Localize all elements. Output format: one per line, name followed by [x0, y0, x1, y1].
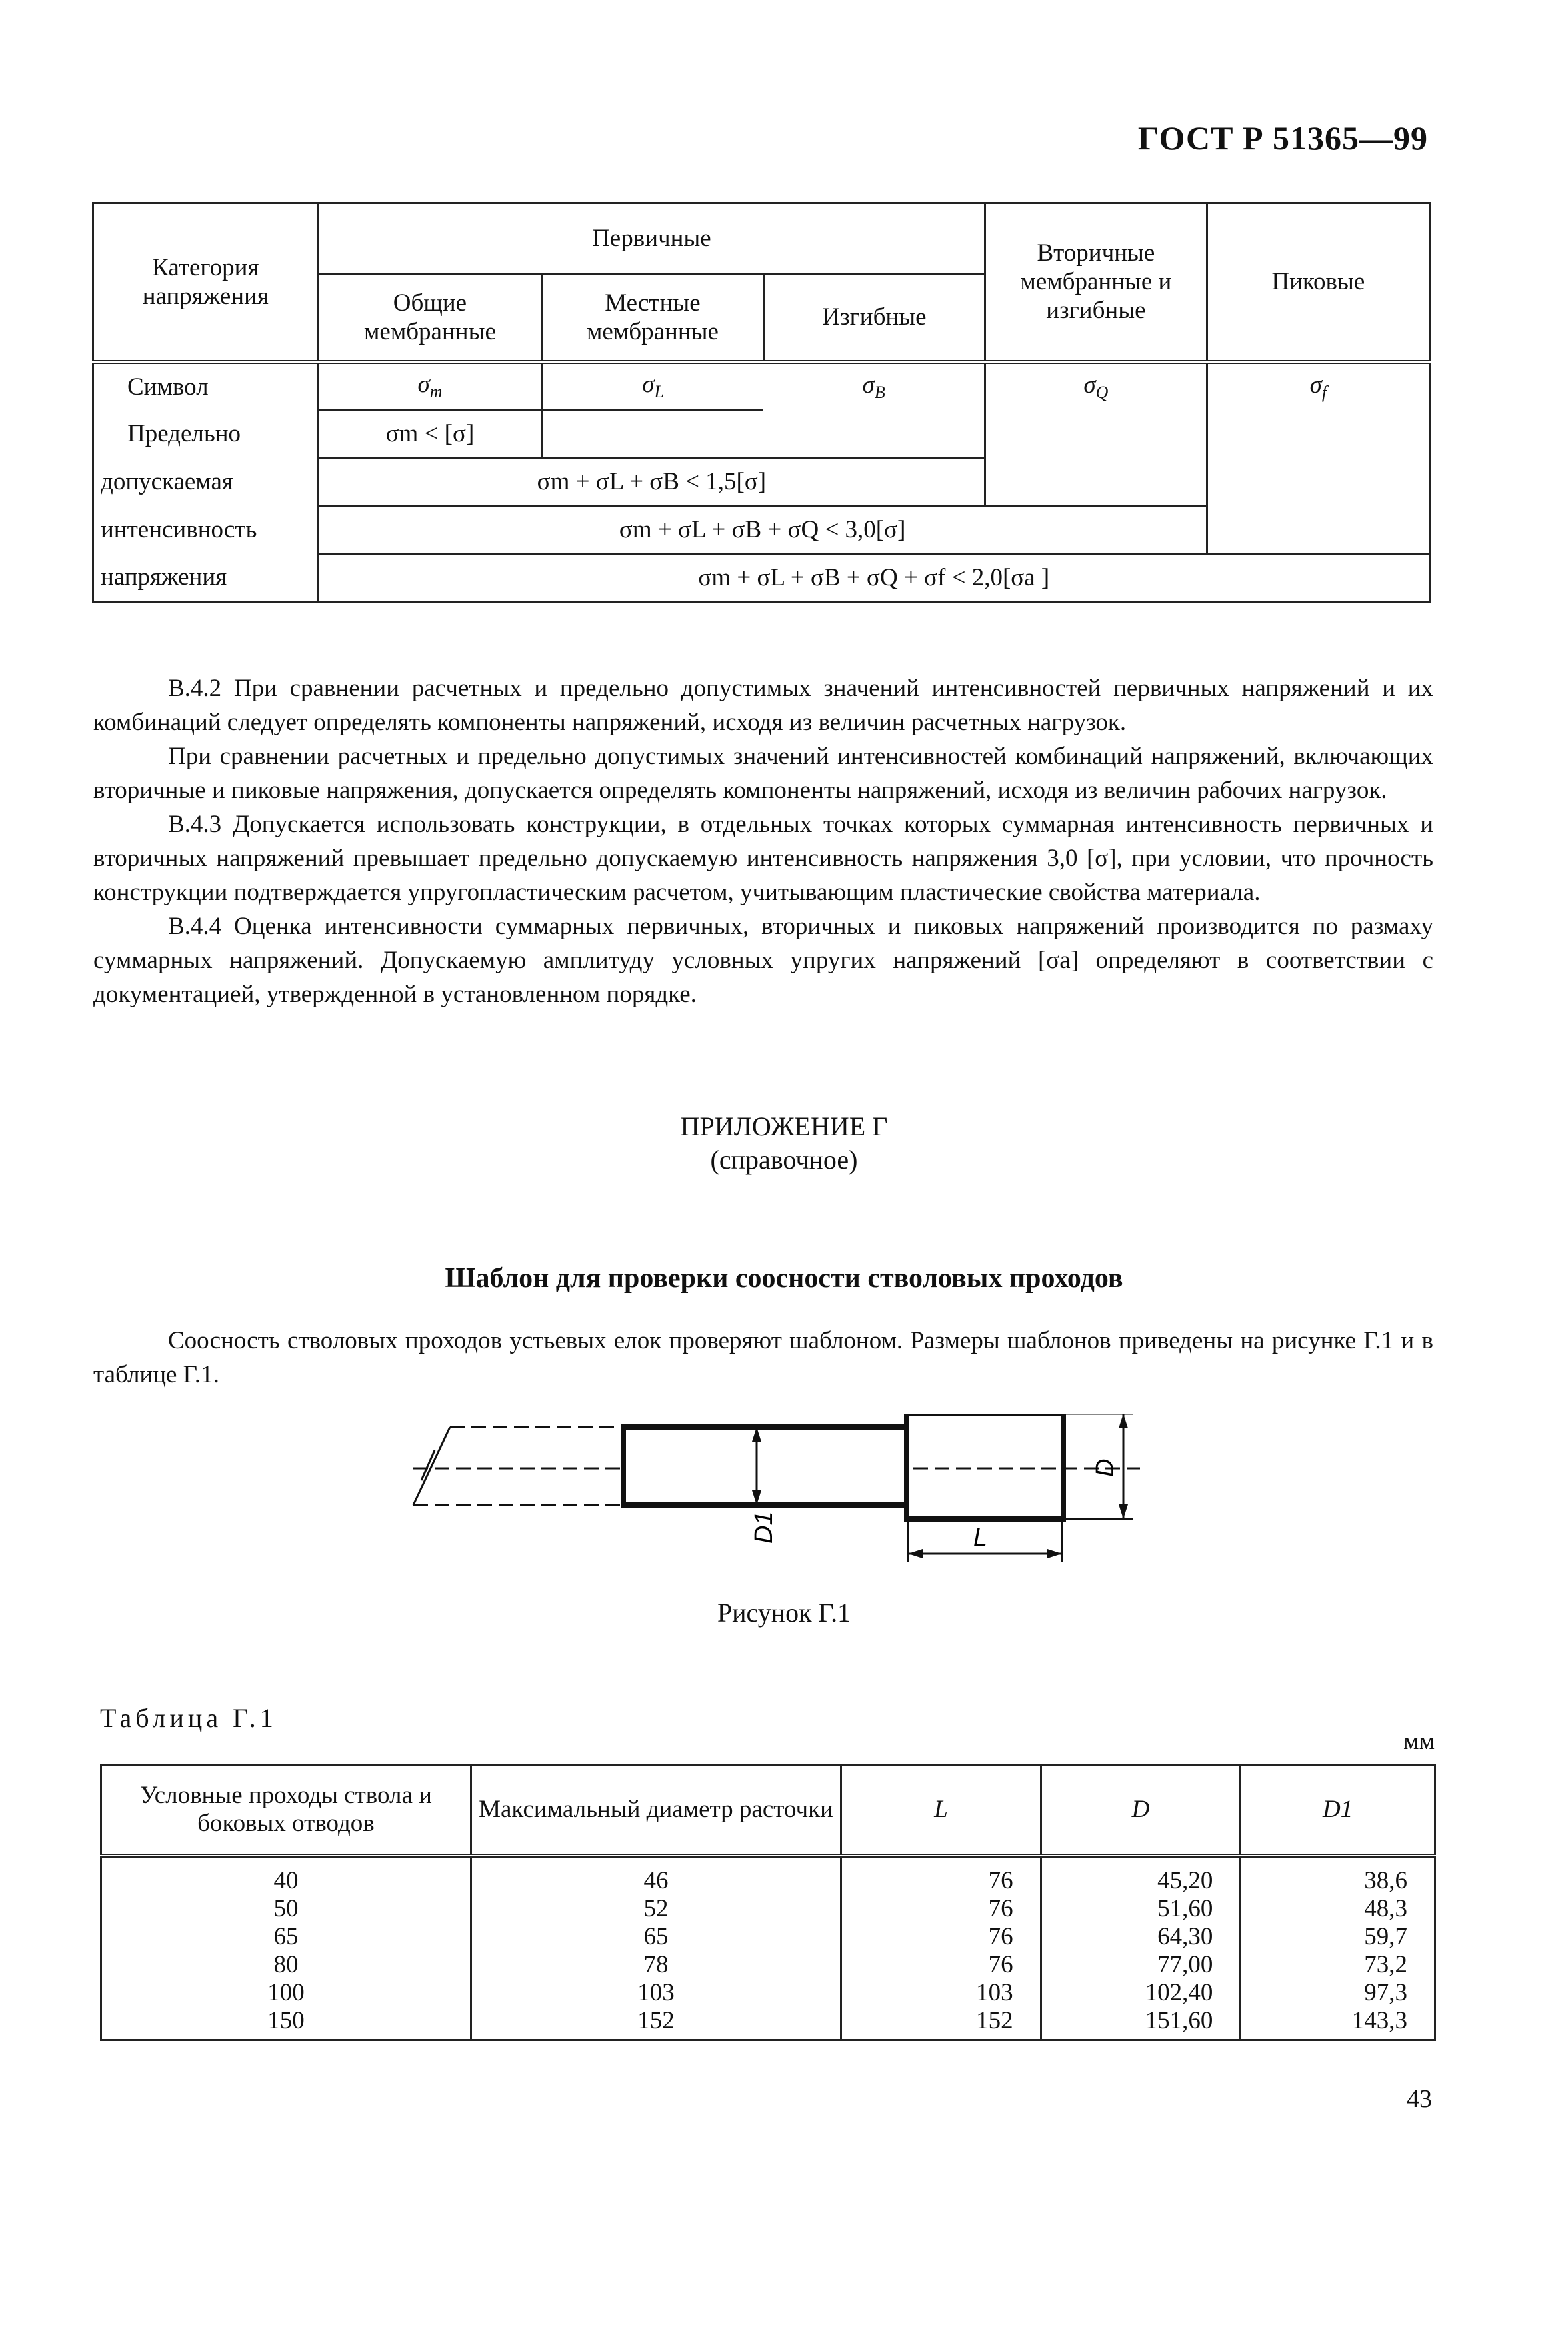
symbol-sigma-m: $\sigma_m$	[318, 362, 542, 410]
large-cylinder	[907, 1414, 1063, 1519]
header-max-bore-diameter: Максимальный диаметр расточки	[471, 1765, 841, 1856]
alignment-template-figure	[393, 1414, 1167, 1580]
table-row: 40 46 76 45,20 38,6	[101, 1856, 1435, 1895]
label-l: L	[973, 1524, 988, 1552]
formula-primary: σm + σL + σB < 1,5[σ]	[318, 458, 985, 506]
page-number: 43	[1407, 2085, 1432, 2113]
appendix-intro	[93, 1324, 1433, 1392]
figure-caption: Рисунок Г.1	[717, 1598, 851, 1628]
table-row: 50 52 76 51,60 48,3	[101, 1895, 1435, 1923]
paragraph-b44: В.4.4 Оценка интенсивности суммарных первичных, вторичных и пиковых напряжений производится по размаху суммарных напряжений. Допускаемую амплитуду условных упругих напряжений [σa] определяют в соответствии с документацией, утвержденной в установленном порядке.	[93, 913, 1433, 1008]
header-l: L	[841, 1765, 1041, 1856]
row-label-line4: напряжения	[93, 554, 319, 602]
row-label-line2: допускаемая	[93, 458, 319, 506]
body-text	[93, 671, 1433, 1011]
symbol-sigma-l: $\sigma_L$	[542, 362, 764, 410]
blank-cell	[542, 410, 985, 458]
arrow-l-right	[1047, 1549, 1062, 1558]
header-category: Категория напряжения	[93, 203, 319, 362]
arrow-d-bottom	[1119, 1504, 1128, 1519]
break-line-1	[413, 1427, 450, 1505]
arrow-d-top	[1119, 1414, 1128, 1428]
arrow-l-left	[908, 1549, 923, 1558]
row-label-line3: интенсивность	[93, 506, 319, 554]
template-dimensions-table	[100, 1764, 1436, 2041]
symbol-sigma-q: $\sigma_Q$	[985, 362, 1207, 410]
header-d1: D1	[1241, 1765, 1435, 1856]
blank-cell	[985, 410, 1207, 458]
paragraph-b42: В.4.2 При сравнении расчетных и предельно допустимых значений интенсивностей первичных напряжений и их комбинаций следует определять компоненты напряжений, исходя из величин расчетных нагрузок.	[93, 675, 1433, 736]
blank-cell	[1207, 506, 1429, 554]
header-local-membrane: Местные мембранные	[542, 274, 764, 362]
blank-cell	[985, 458, 1207, 506]
table-caption: Таблица Г.1	[100, 1703, 277, 1733]
formula-general-membrane: σm < [σ]	[318, 410, 542, 458]
paragraph-b43: В.4.3 Допускается использовать конструкции, в отдельных точках которых суммарная интенсивность первичных и вторичных напряжений превышает предельно допускаемую интенсивность напряжения 3,0 [σ], при условии, что прочность конструкции подтверждается упругопластическим расчетом, учитывающим пластические свойства материала.	[93, 811, 1433, 906]
label-d1: D1	[750, 1511, 778, 1544]
appendix-title: ПРИЛОЖЕНИЕ Г	[680, 1111, 888, 1141]
header-d: D	[1041, 1765, 1241, 1856]
table-unit: мм	[1403, 1728, 1435, 1755]
symbol-sigma-b: $\sigma_B$	[763, 362, 985, 410]
table-row: 65 65 76 64,30 59,7	[101, 1923, 1435, 1951]
header-bending: Изгибные	[763, 274, 985, 362]
header-general-membrane: Общие мембранные	[318, 274, 542, 362]
header-peak: Пиковые	[1207, 203, 1429, 362]
label-d: D	[1091, 1458, 1119, 1477]
small-cylinder	[623, 1427, 907, 1505]
stress-category-table	[92, 202, 1431, 603]
blank-cell	[1207, 458, 1429, 506]
formula-total: σm + σL + σB + σQ + σf < 2,0[σa ]	[318, 554, 1429, 602]
formula-primary-secondary: σm + σL + σB + σQ < 3,0[σ]	[318, 506, 1207, 554]
blank-cell	[1207, 410, 1429, 458]
appendix-title-block	[0, 1110, 1568, 1177]
symbol-sigma-f: $\sigma_f$	[1207, 362, 1429, 410]
table-row: 80 78 76 77,00 73,2	[101, 1951, 1435, 1979]
appendix-subtitle: (справочное)	[710, 1145, 858, 1175]
table-row: 100 103 103 102,40 97,3	[101, 1979, 1435, 2007]
header-nominal-bore: Условные проходы ствола и боковых отводов	[101, 1765, 471, 1856]
row-label-symbol: Символ	[93, 362, 319, 410]
header-secondary: Вторичные мембранные и изгибные	[985, 203, 1207, 362]
intro-paragraph: Соосность стволовых проходов устьевых елок проверяют шаблоном. Размеры шаблонов приведены на рисунке Г.1 и в таблице Г.1.	[93, 1327, 1433, 1388]
paragraph-b42-cont: При сравнении расчетных и предельно допустимых значений интенсивностей комбинаций напряжений, включающих вторичные и пиковые напряжения, допускается определять компоненты напряжений, исходя из величин рабочих нагрузок.	[93, 743, 1433, 804]
document-code: ГОСТ Р 51365—99	[1137, 119, 1428, 157]
header-primary: Первичные	[318, 203, 985, 274]
table-row: 150 152 152 151,60 143,3	[101, 2007, 1435, 2040]
row-label-line1: Предельно	[93, 410, 319, 458]
appendix-heading: Шаблон для проверки соосности стволовых проходов	[445, 1263, 1123, 1294]
